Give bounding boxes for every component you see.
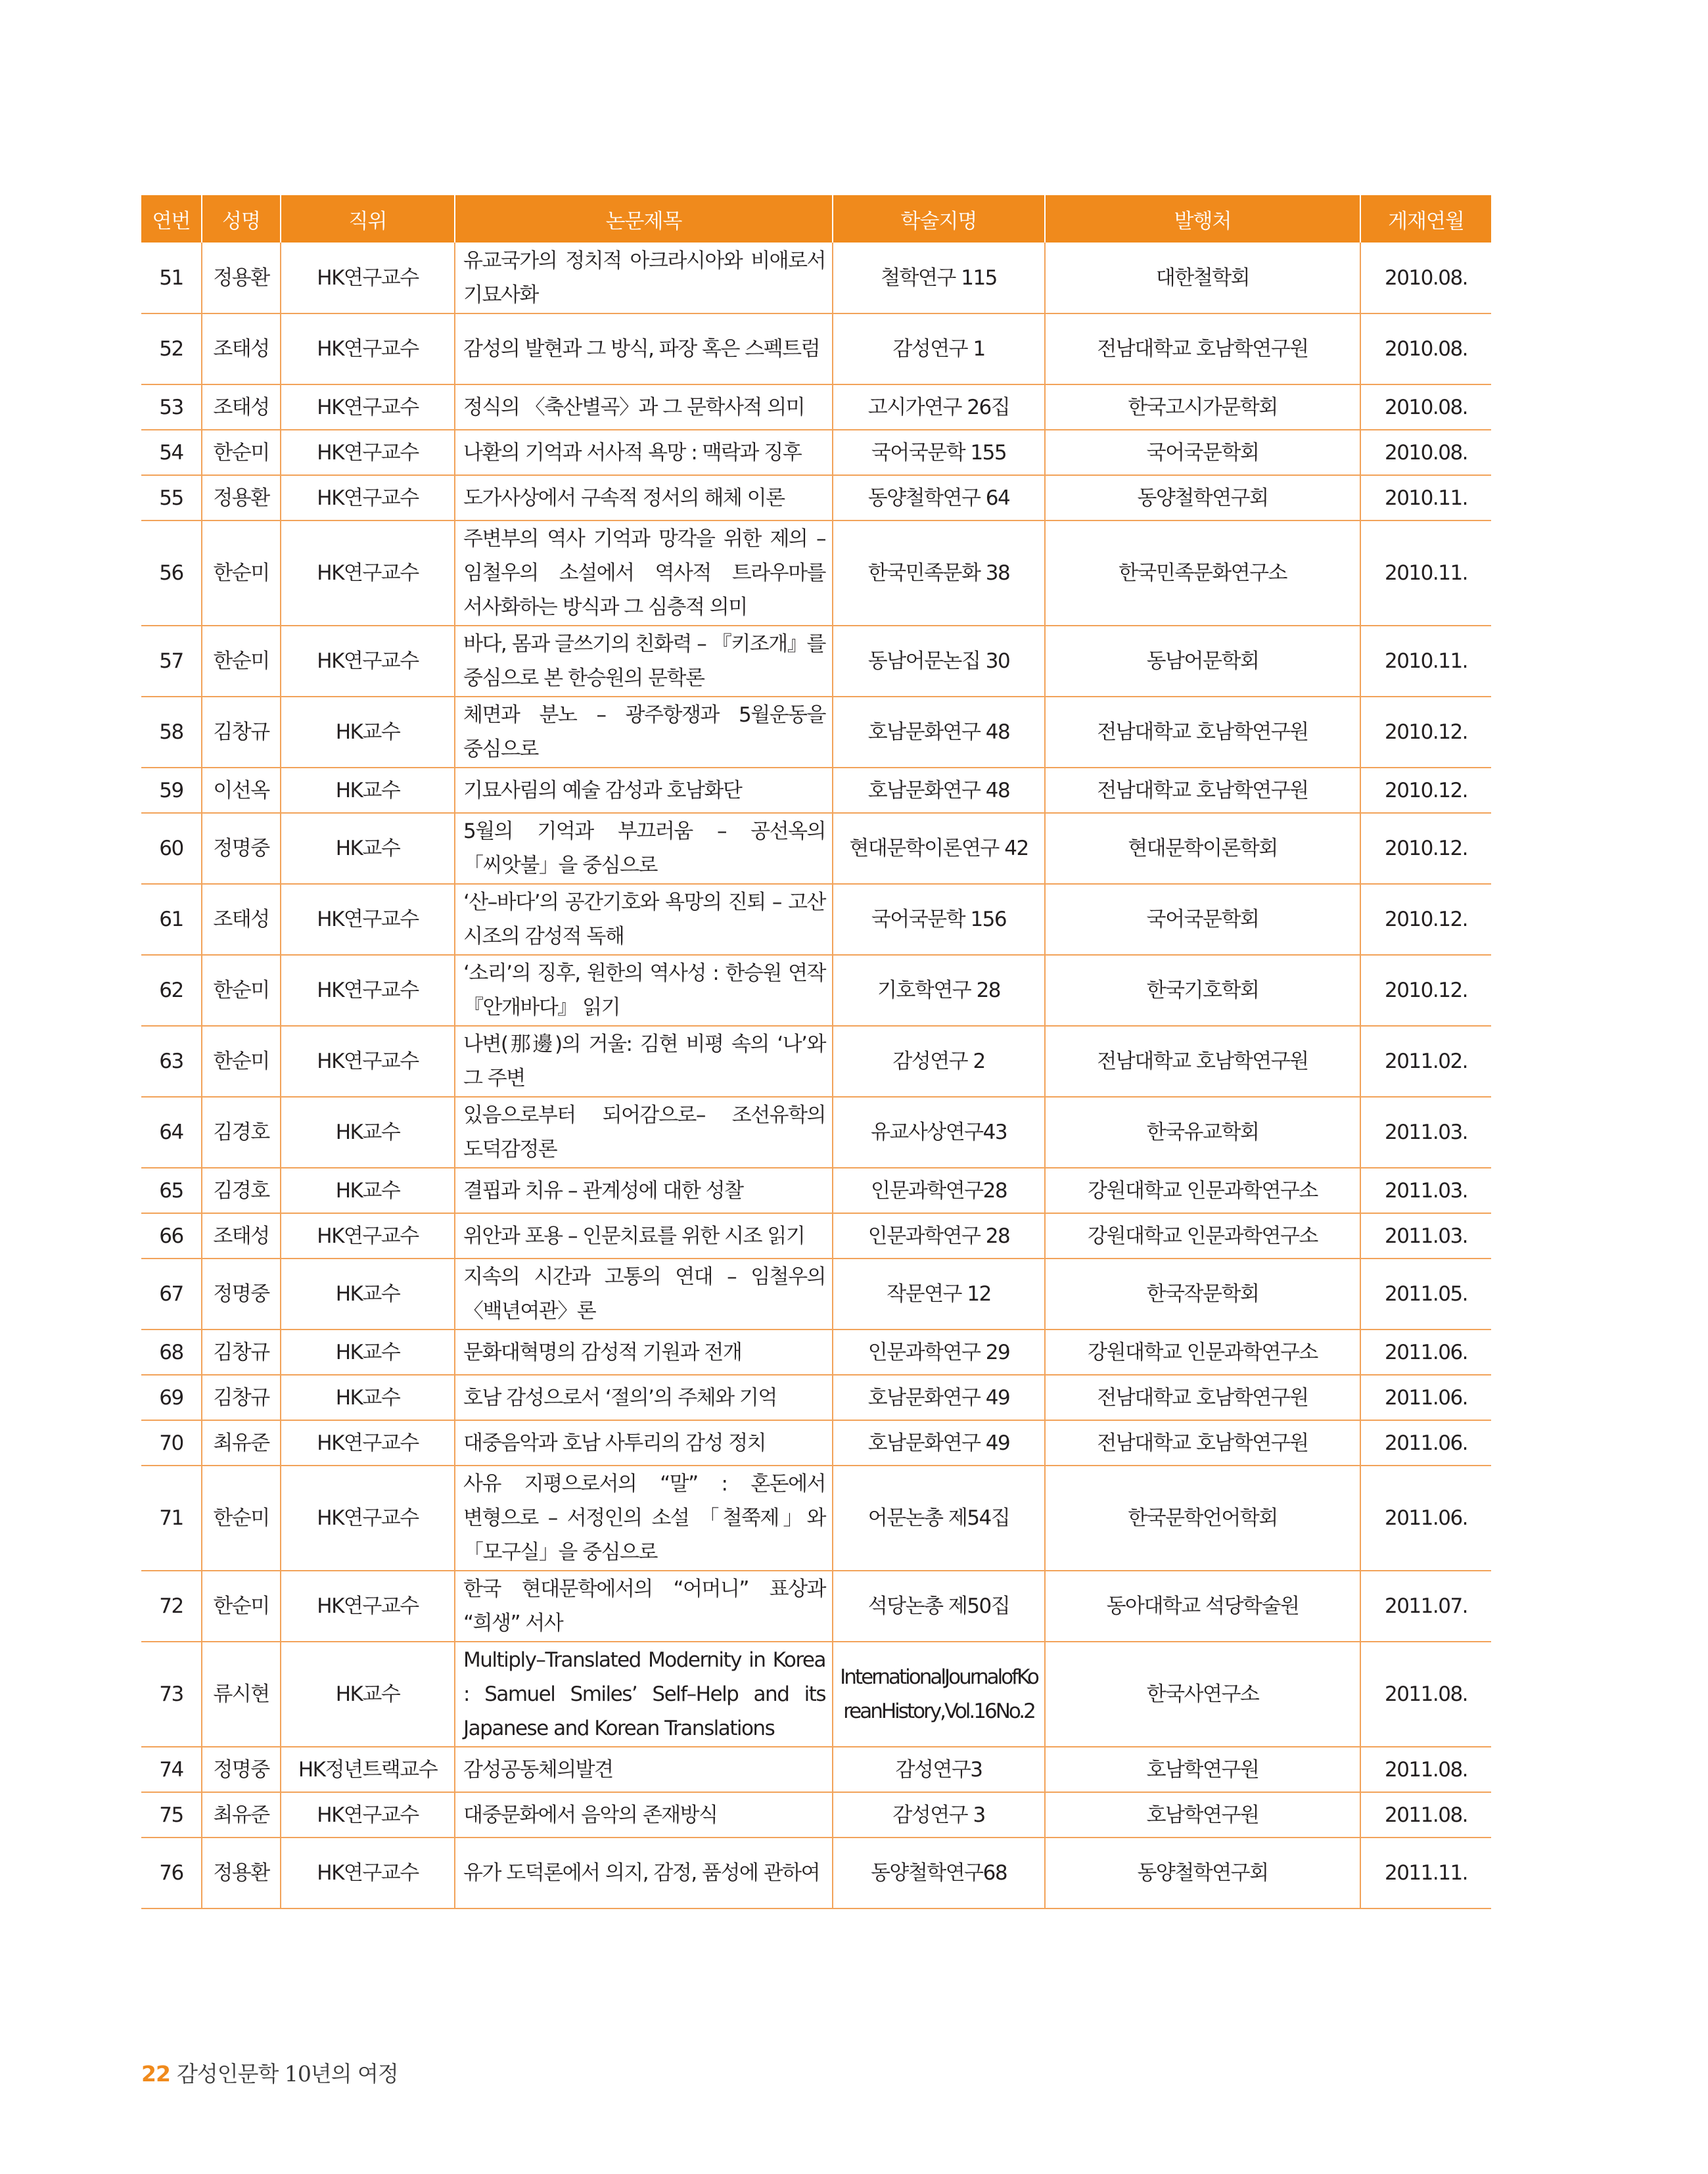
- cell-title: Multiply–Translated Modernity in Korea : Samuel Smiles’ Self–Help and its Japanese and Korean Translations: [455, 1642, 833, 1747]
- cell-journal: 현대문학이론연구 42: [833, 813, 1045, 884]
- cell-title: 대중문화에서 음악의 존재방식: [455, 1792, 833, 1838]
- cell-no: 72: [141, 1571, 202, 1642]
- cell-date: 2011.08.: [1360, 1747, 1491, 1792]
- cell-position: HK연구교수: [281, 243, 455, 313]
- cell-no: 57: [141, 626, 202, 697]
- cell-date: 2010.08.: [1360, 384, 1491, 430]
- publications-table: [141, 195, 1491, 1909]
- cell-position: HK교수: [281, 697, 455, 768]
- cell-name: 김경호: [202, 1097, 281, 1168]
- cell-no: 68: [141, 1330, 202, 1375]
- cell-date: 2011.02.: [1360, 1026, 1491, 1097]
- table-row: [141, 1747, 1491, 1792]
- cell-journal: 호남문화연구 49: [833, 1420, 1045, 1466]
- cell-name: 김창규: [202, 697, 281, 768]
- cell-position: HK교수: [281, 1097, 455, 1168]
- cell-position: HK연구교수: [281, 520, 455, 626]
- header-date: 게재연월: [1360, 195, 1491, 243]
- cell-name: 정용환: [202, 243, 281, 313]
- cell-publisher: 한국작문학회: [1045, 1259, 1360, 1330]
- header-title: 논문제목: [455, 195, 833, 243]
- cell-name: 조태성: [202, 384, 281, 430]
- cell-title: 결핍과 치유 – 관계성에 대한 성찰: [455, 1168, 833, 1213]
- cell-name: 한순미: [202, 955, 281, 1026]
- cell-journal: 감성연구3: [833, 1747, 1045, 1792]
- cell-journal: 국어국문학 155: [833, 430, 1045, 475]
- cell-title: 유교국가의 정치적 아크라시아와 비애로서 기묘사화: [455, 243, 833, 313]
- cell-name: 한순미: [202, 1571, 281, 1642]
- cell-date: 2010.08.: [1360, 430, 1491, 475]
- table-row: [141, 1420, 1491, 1466]
- cell-position: HK연구교수: [281, 884, 455, 955]
- cell-name: 조태성: [202, 313, 281, 384]
- table-row: [141, 697, 1491, 768]
- cell-journal: 국어국문학 156: [833, 884, 1045, 955]
- cell-date: 2010.12.: [1360, 697, 1491, 768]
- table-row: [141, 475, 1491, 520]
- cell-name: 한순미: [202, 626, 281, 697]
- cell-journal: 철학연구 115: [833, 243, 1045, 313]
- cell-date: 2011.06.: [1360, 1466, 1491, 1571]
- cell-journal: 감성연구 1: [833, 313, 1045, 384]
- cell-publisher: 전남대학교 호남학연구원: [1045, 313, 1360, 384]
- cell-date: 2011.03.: [1360, 1097, 1491, 1168]
- cell-no: 62: [141, 955, 202, 1026]
- table-row: [141, 1097, 1491, 1168]
- cell-journal: 감성연구 3: [833, 1792, 1045, 1838]
- table-row: [141, 1466, 1491, 1571]
- cell-publisher: 동양철학연구회: [1045, 1838, 1360, 1908]
- table-row: [141, 1168, 1491, 1213]
- cell-publisher: 한국유교학회: [1045, 1097, 1360, 1168]
- cell-position: HK연구교수: [281, 430, 455, 475]
- cell-title: 한국 현대문학에서의 “어머니” 표상과 “희생” 서사: [455, 1571, 833, 1642]
- table-row: [141, 430, 1491, 475]
- cell-position: HK교수: [281, 1330, 455, 1375]
- cell-name: 정용환: [202, 475, 281, 520]
- cell-title: 바다, 몸과 글쓰기의 친화력 – 『키조개』를 중심으로 본 한승원의 문학론: [455, 626, 833, 697]
- cell-date: 2010.12.: [1360, 768, 1491, 813]
- cell-position: HK교수: [281, 813, 455, 884]
- cell-date: 2011.03.: [1360, 1168, 1491, 1213]
- cell-date: 2011.08.: [1360, 1642, 1491, 1747]
- cell-journal: 감성연구 2: [833, 1026, 1045, 1097]
- cell-date: 2011.06.: [1360, 1420, 1491, 1466]
- header-name: 성명: [202, 195, 281, 243]
- cell-date: 2010.08.: [1360, 243, 1491, 313]
- cell-no: 71: [141, 1466, 202, 1571]
- cell-journal: InternationalJournalofKoreanHistory,Vol.16No.2: [833, 1642, 1045, 1747]
- table-header-row: [141, 195, 1491, 243]
- table-row: [141, 955, 1491, 1026]
- cell-no: 76: [141, 1838, 202, 1908]
- cell-publisher: 강원대학교 인문과학연구소: [1045, 1213, 1360, 1259]
- cell-publisher: 동남어문학회: [1045, 626, 1360, 697]
- cell-date: 2011.06.: [1360, 1375, 1491, 1420]
- cell-date: 2010.12.: [1360, 884, 1491, 955]
- cell-title: 감성의 발현과 그 방식, 파장 혹은 스펙트럼: [455, 313, 833, 384]
- cell-publisher: 전남대학교 호남학연구원: [1045, 768, 1360, 813]
- cell-name: 한순미: [202, 1026, 281, 1097]
- cell-name: 김창규: [202, 1375, 281, 1420]
- cell-no: 55: [141, 475, 202, 520]
- table-row: [141, 1792, 1491, 1838]
- header-position: 직위: [281, 195, 455, 243]
- cell-journal: 호남문화연구 49: [833, 1375, 1045, 1420]
- cell-date: 2011.05.: [1360, 1259, 1491, 1330]
- table-row: [141, 1642, 1491, 1747]
- cell-journal: 인문과학연구28: [833, 1168, 1045, 1213]
- cell-name: 정용환: [202, 1838, 281, 1908]
- cell-name: 조태성: [202, 884, 281, 955]
- cell-name: 정명중: [202, 1259, 281, 1330]
- cell-publisher: 한국민족문화연구소: [1045, 520, 1360, 626]
- cell-name: 정명중: [202, 1747, 281, 1792]
- cell-publisher: 전남대학교 호남학연구원: [1045, 697, 1360, 768]
- cell-date: 2010.11.: [1360, 520, 1491, 626]
- cell-publisher: 국어국문학회: [1045, 430, 1360, 475]
- cell-date: 2011.06.: [1360, 1330, 1491, 1375]
- table-row: [141, 884, 1491, 955]
- table-row: [141, 1571, 1491, 1642]
- table-row: [141, 1838, 1491, 1908]
- cell-name: 류시현: [202, 1642, 281, 1747]
- table-row: [141, 1026, 1491, 1097]
- cell-date: 2011.11.: [1360, 1838, 1491, 1908]
- cell-name: 최유준: [202, 1420, 281, 1466]
- cell-no: 65: [141, 1168, 202, 1213]
- cell-publisher: 한국기호학회: [1045, 955, 1360, 1026]
- cell-journal: 석당논총 제50집: [833, 1571, 1045, 1642]
- cell-no: 67: [141, 1259, 202, 1330]
- cell-name: 한순미: [202, 430, 281, 475]
- table-row: [141, 243, 1491, 313]
- cell-position: HK연구교수: [281, 1838, 455, 1908]
- cell-date: 2011.08.: [1360, 1792, 1491, 1838]
- cell-title: 지속의 시간과 고통의 연대 – 임철우의 〈백년여관〉론: [455, 1259, 833, 1330]
- cell-no: 61: [141, 884, 202, 955]
- cell-no: 58: [141, 697, 202, 768]
- cell-position: HK교수: [281, 1642, 455, 1747]
- table-row: [141, 813, 1491, 884]
- cell-date: 2010.12.: [1360, 813, 1491, 884]
- cell-title: 기묘사림의 예술 감성과 호남화단: [455, 768, 833, 813]
- cell-position: HK연구교수: [281, 475, 455, 520]
- cell-title: 나환의 기억과 서사적 욕망 : 맥락과 징후: [455, 430, 833, 475]
- header-journal: 학술지명: [833, 195, 1045, 243]
- cell-name: 한순미: [202, 520, 281, 626]
- cell-journal: 동남어문논집 30: [833, 626, 1045, 697]
- cell-journal: 호남문화연구 48: [833, 768, 1045, 813]
- cell-position: HK교수: [281, 1259, 455, 1330]
- cell-position: HK교수: [281, 1375, 455, 1420]
- header-publisher: 발행처: [1045, 195, 1360, 243]
- cell-publisher: 동아대학교 석당학술원: [1045, 1571, 1360, 1642]
- cell-journal: 고시가연구 26집: [833, 384, 1045, 430]
- table-row: [141, 1259, 1491, 1330]
- cell-journal: 어문논총 제54집: [833, 1466, 1045, 1571]
- cell-position: HK연구교수: [281, 384, 455, 430]
- cell-no: 63: [141, 1026, 202, 1097]
- cell-publisher: 한국문학언어학회: [1045, 1466, 1360, 1571]
- cell-publisher: 호남학연구원: [1045, 1747, 1360, 1792]
- cell-title: 도가사상에서 구속적 정서의 해체 이론: [455, 475, 833, 520]
- cell-journal: 동양철학연구 64: [833, 475, 1045, 520]
- table-row: [141, 1375, 1491, 1420]
- cell-position: HK교수: [281, 768, 455, 813]
- cell-journal: 인문과학연구 28: [833, 1213, 1045, 1259]
- cell-title: 있음으로부터 되어감으로– 조선유학의 도덕감정론: [455, 1097, 833, 1168]
- cell-position: HK연구교수: [281, 313, 455, 384]
- cell-title: 대중음악과 호남 사투리의 감성 정치: [455, 1420, 833, 1466]
- table-body: [141, 243, 1491, 1908]
- cell-position: HK연구교수: [281, 1026, 455, 1097]
- cell-no: 53: [141, 384, 202, 430]
- cell-no: 74: [141, 1747, 202, 1792]
- cell-position: HK연구교수: [281, 1213, 455, 1259]
- cell-title: 감성공동체의발견: [455, 1747, 833, 1792]
- cell-title: 문화대혁명의 감성적 기원과 전개: [455, 1330, 833, 1375]
- cell-publisher: 대한철학회: [1045, 243, 1360, 313]
- cell-no: 54: [141, 430, 202, 475]
- header-no: 연번: [141, 195, 202, 243]
- cell-publisher: 전남대학교 호남학연구원: [1045, 1026, 1360, 1097]
- cell-no: 75: [141, 1792, 202, 1838]
- cell-position: HK연구교수: [281, 1466, 455, 1571]
- cell-no: 59: [141, 768, 202, 813]
- cell-title: 나변(那邊)의 거울: 김현 비평 속의 ‘나’와 그 주변: [455, 1026, 833, 1097]
- cell-title: 체면과 분노 – 광주항쟁과 5월운동을 중심으로: [455, 697, 833, 768]
- cell-title: 유가 도덕론에서 의지, 감정, 품성에 관하여: [455, 1838, 833, 1908]
- cell-position: HK교수: [281, 1168, 455, 1213]
- cell-date: 2010.12.: [1360, 955, 1491, 1026]
- cell-no: 51: [141, 243, 202, 313]
- cell-name: 한순미: [202, 1466, 281, 1571]
- cell-title: 사유 지평으로서의 “말” : 혼돈에서 변형으로 – 서정인의 소설 「철쭉제」와 「모구실」을 중심으로: [455, 1466, 833, 1571]
- cell-title: 정식의 〈축산별곡〉과 그 문학사적 의미: [455, 384, 833, 430]
- cell-title: 위안과 포용 – 인문치료를 위한 시조 읽기: [455, 1213, 833, 1259]
- cell-title: 호남 감성으로서 ‘절의’의 주체와 기억: [455, 1375, 833, 1420]
- cell-publisher: 전남대학교 호남학연구원: [1045, 1420, 1360, 1466]
- cell-no: 66: [141, 1213, 202, 1259]
- cell-position: HK정년트랙교수: [281, 1747, 455, 1792]
- cell-publisher: 강원대학교 인문과학연구소: [1045, 1330, 1360, 1375]
- cell-position: HK연구교수: [281, 626, 455, 697]
- cell-position: HK연구교수: [281, 1792, 455, 1838]
- table-row: [141, 384, 1491, 430]
- cell-name: 조태성: [202, 1213, 281, 1259]
- cell-journal: 작문연구 12: [833, 1259, 1045, 1330]
- cell-no: 69: [141, 1375, 202, 1420]
- cell-date: 2011.03.: [1360, 1213, 1491, 1259]
- page-number: 22: [141, 2061, 170, 2087]
- cell-no: 64: [141, 1097, 202, 1168]
- page-footer: [141, 2057, 398, 2088]
- cell-publisher: 호남학연구원: [1045, 1792, 1360, 1838]
- cell-publisher: 전남대학교 호남학연구원: [1045, 1375, 1360, 1420]
- book-title: 감성인문학 10년의 여정: [176, 2061, 398, 2087]
- cell-journal: 한국민족문화 38: [833, 520, 1045, 626]
- cell-publisher: 강원대학교 인문과학연구소: [1045, 1168, 1360, 1213]
- cell-date: 2010.11.: [1360, 475, 1491, 520]
- cell-date: 2011.07.: [1360, 1571, 1491, 1642]
- cell-name: 이선옥: [202, 768, 281, 813]
- cell-journal: 인문과학연구 29: [833, 1330, 1045, 1375]
- cell-no: 60: [141, 813, 202, 884]
- cell-title: ‘소리’의 징후, 원한의 역사성 : 한승원 연작 『안개바다』 읽기: [455, 955, 833, 1026]
- cell-title: ‘산–바다’의 공간기호와 욕망의 진퇴 – 고산 시조의 감성적 독해: [455, 884, 833, 955]
- cell-journal: 기호학연구 28: [833, 955, 1045, 1026]
- cell-publisher: 한국사연구소: [1045, 1642, 1360, 1747]
- cell-name: 정명중: [202, 813, 281, 884]
- table-row: [141, 1213, 1491, 1259]
- cell-name: 최유준: [202, 1792, 281, 1838]
- cell-journal: 유교사상연구43: [833, 1097, 1045, 1168]
- cell-name: 김경호: [202, 1168, 281, 1213]
- cell-date: 2010.08.: [1360, 313, 1491, 384]
- cell-position: HK연구교수: [281, 1420, 455, 1466]
- cell-publisher: 한국고시가문학회: [1045, 384, 1360, 430]
- cell-publisher: 국어국문학회: [1045, 884, 1360, 955]
- cell-no: 70: [141, 1420, 202, 1466]
- cell-journal: 호남문화연구 48: [833, 697, 1045, 768]
- cell-publisher: 현대문학이론학회: [1045, 813, 1360, 884]
- cell-position: HK연구교수: [281, 1571, 455, 1642]
- table-row: [141, 313, 1491, 384]
- cell-no: 52: [141, 313, 202, 384]
- cell-journal: 동양철학연구68: [833, 1838, 1045, 1908]
- cell-title: 주변부의 역사 기억과 망각을 위한 제의 – 임철우의 소설에서 역사적 트라우마를 서사화하는 방식과 그 심층적 의미: [455, 520, 833, 626]
- table-row: [141, 626, 1491, 697]
- cell-publisher: 동양철학연구회: [1045, 475, 1360, 520]
- table-row: [141, 768, 1491, 813]
- cell-title: 5월의 기억과 부끄러움 – 공선옥의 「씨앗불」을 중심으로: [455, 813, 833, 884]
- cell-date: 2010.11.: [1360, 626, 1491, 697]
- table-row: [141, 520, 1491, 626]
- cell-name: 김창규: [202, 1330, 281, 1375]
- cell-no: 73: [141, 1642, 202, 1747]
- cell-position: HK연구교수: [281, 955, 455, 1026]
- table-row: [141, 1330, 1491, 1375]
- cell-no: 56: [141, 520, 202, 626]
